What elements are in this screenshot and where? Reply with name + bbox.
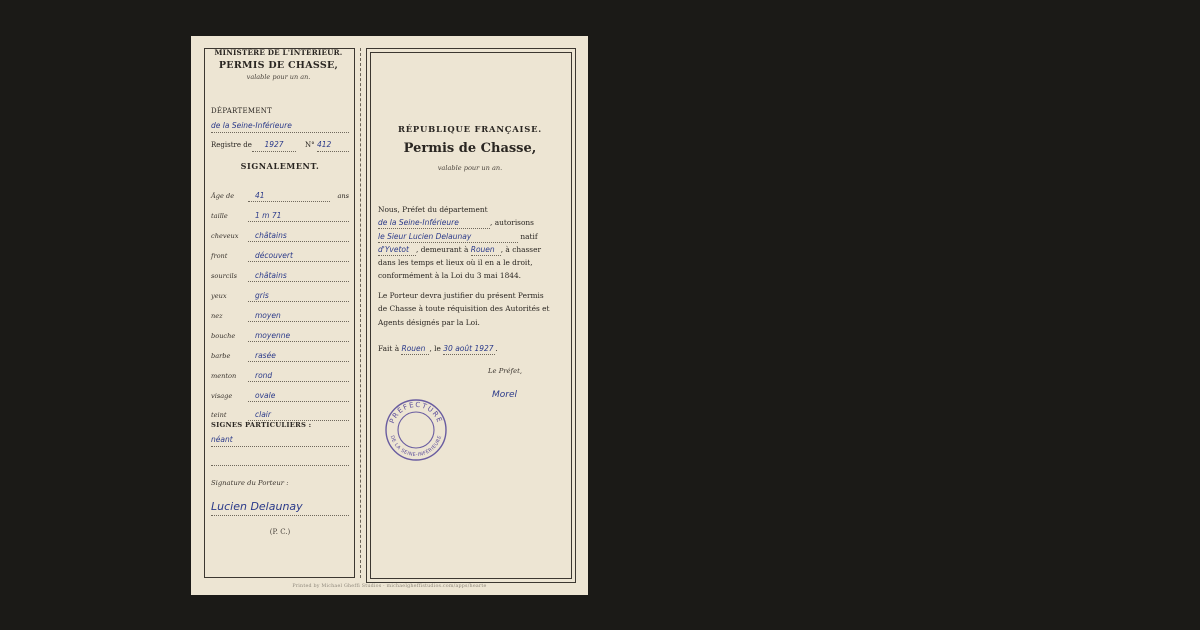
numero-label: N° xyxy=(305,141,315,149)
counterfoil xyxy=(211,48,349,536)
signalement-value: 41 xyxy=(248,191,330,202)
p1-natif: natif xyxy=(520,231,538,241)
signalement-value: clair xyxy=(248,410,349,421)
stub-permis-title: PERMIS DE CHASSE, xyxy=(218,60,339,71)
ministere-heading: MINISTÈRE DE L'INTÉRIEUR. xyxy=(214,48,343,57)
numero-value: 412 xyxy=(317,140,349,152)
authorization-paragraph xyxy=(378,203,568,283)
signalement-row xyxy=(211,191,349,203)
perforation-line xyxy=(360,48,361,578)
prefecture-stamp xyxy=(384,398,448,462)
signalement-row xyxy=(211,331,349,343)
signalement-row xyxy=(211,391,349,403)
signalement-row xyxy=(211,291,349,303)
fait-a-label: Fait à xyxy=(378,344,400,353)
stamp-icon xyxy=(384,398,448,462)
signalement-row xyxy=(211,231,349,243)
signalement-value: rond xyxy=(248,371,349,382)
p1-autorisons: , autorisons xyxy=(490,218,534,228)
signalement-value: rasée xyxy=(248,351,349,362)
stamp-bottom-text: DE LA SEINE-INFÉRIEURE xyxy=(388,435,444,459)
registre-row xyxy=(211,140,349,151)
signalement-value: moyen xyxy=(248,311,349,322)
p1-line6: conformément à la Loi du 3 mai 1844. xyxy=(378,271,522,281)
signalement-value: découvert xyxy=(248,251,349,262)
obligation-paragraph xyxy=(378,289,568,329)
permit-title: Permis de Chasse, xyxy=(403,141,537,156)
departement-label: DÉPARTEMENT xyxy=(211,107,273,115)
signalement-suffix: ans xyxy=(337,192,349,200)
fait-lieu: Rouen xyxy=(401,343,429,355)
fait-point: . xyxy=(495,344,498,353)
p2-line3: Agents désignés par la Loi. xyxy=(378,317,480,327)
fait-le-label: , le xyxy=(429,344,441,353)
p1-line4 xyxy=(378,243,568,256)
p1-line5: dans les temps et lieux où il en a le droit, xyxy=(378,258,533,268)
signalement-row xyxy=(211,211,349,223)
signalement-value: moyenne xyxy=(248,331,349,342)
fait-line xyxy=(378,342,568,355)
prefet-signature: Morel xyxy=(492,390,518,400)
signes-value: néant xyxy=(211,435,349,447)
p1-line3 xyxy=(378,230,568,243)
signalement-label: bouche xyxy=(211,331,236,340)
signalement-value: 1 m 71 xyxy=(248,211,349,222)
p2-line1: Le Porteur devra justifier du présent Permis xyxy=(378,291,544,300)
printer-footer: Printed by Michael Gheffi Studios · michaelgheffistudios.com/apps/hearte xyxy=(292,584,487,589)
permit-body xyxy=(372,48,568,578)
porteur-signature: Lucien Delaunay xyxy=(211,500,349,516)
signalement-row xyxy=(211,251,349,263)
signalement-row xyxy=(211,351,349,363)
departement-value: de la Seine-Inférieure xyxy=(211,121,349,133)
signalement-value: châtains xyxy=(248,231,349,242)
republique-heading: RÉPUBLIQUE FRANÇAISE. xyxy=(397,124,542,134)
signes-label: SIGNES PARTICULIERS : xyxy=(211,421,312,429)
signalement-value: châtains xyxy=(248,271,349,282)
signalement-label: nez xyxy=(211,311,223,320)
registre-year: 1927 xyxy=(252,140,296,152)
signalement-value: gris xyxy=(248,291,349,302)
svg-text:PRÉFECTURE xyxy=(388,401,444,425)
signalement-title: SIGNALEMENT. xyxy=(240,161,320,171)
signalement-label: menton xyxy=(211,371,237,380)
pc-mark: (P. C.) xyxy=(269,528,291,536)
signalement-row xyxy=(211,371,349,383)
signalement-label: sourcils xyxy=(211,271,238,280)
signalement-label: teint xyxy=(211,411,227,420)
signes-extra-line xyxy=(211,454,349,466)
signalement-label: front xyxy=(211,251,228,260)
signalement-label: Âge de xyxy=(211,192,235,200)
signalement-row xyxy=(211,311,349,323)
hunting-permit-document xyxy=(191,36,588,595)
fait-date: 30 août 1927 xyxy=(443,344,494,353)
p1-ville-natal: d'Yvetot xyxy=(378,244,416,256)
p2-line2: de Chasse à toute réquisition des Autorités et xyxy=(378,304,550,314)
p1-demeurant: , demeurant à xyxy=(416,244,469,254)
signalement-value: ovale xyxy=(248,391,349,402)
registre-label: Registre de xyxy=(211,141,252,149)
signalement-label: cheveux xyxy=(211,231,239,240)
signature-label: Signature du Porteur : xyxy=(211,479,289,487)
signalement-label: taille xyxy=(211,211,228,220)
signalement-row xyxy=(211,271,349,283)
stub-valable-text: valable pour un an. xyxy=(246,73,311,81)
p1-residence: Rouen xyxy=(471,244,501,256)
signalement-label: visage xyxy=(211,391,233,400)
stamp-top-text: PRÉFECTURE xyxy=(388,400,444,425)
p1-sieur: le Sieur Lucien Delaunay xyxy=(378,231,518,243)
p1-line2 xyxy=(378,216,568,229)
signalement-label: barbe xyxy=(211,351,231,360)
prefet-label: Le Préfet, xyxy=(488,367,522,375)
p1-departement: de la Seine-Inférieure xyxy=(378,217,490,229)
p1-intro: Nous, Préfet du département xyxy=(378,205,488,214)
svg-text:DE LA SEINE-INFÉRIEURE xyxy=(389,435,444,458)
signalement-label: yeux xyxy=(211,291,227,300)
p1-chasser: , à chasser xyxy=(500,244,541,254)
permit-valable-text: valable pour un an. xyxy=(437,164,503,172)
